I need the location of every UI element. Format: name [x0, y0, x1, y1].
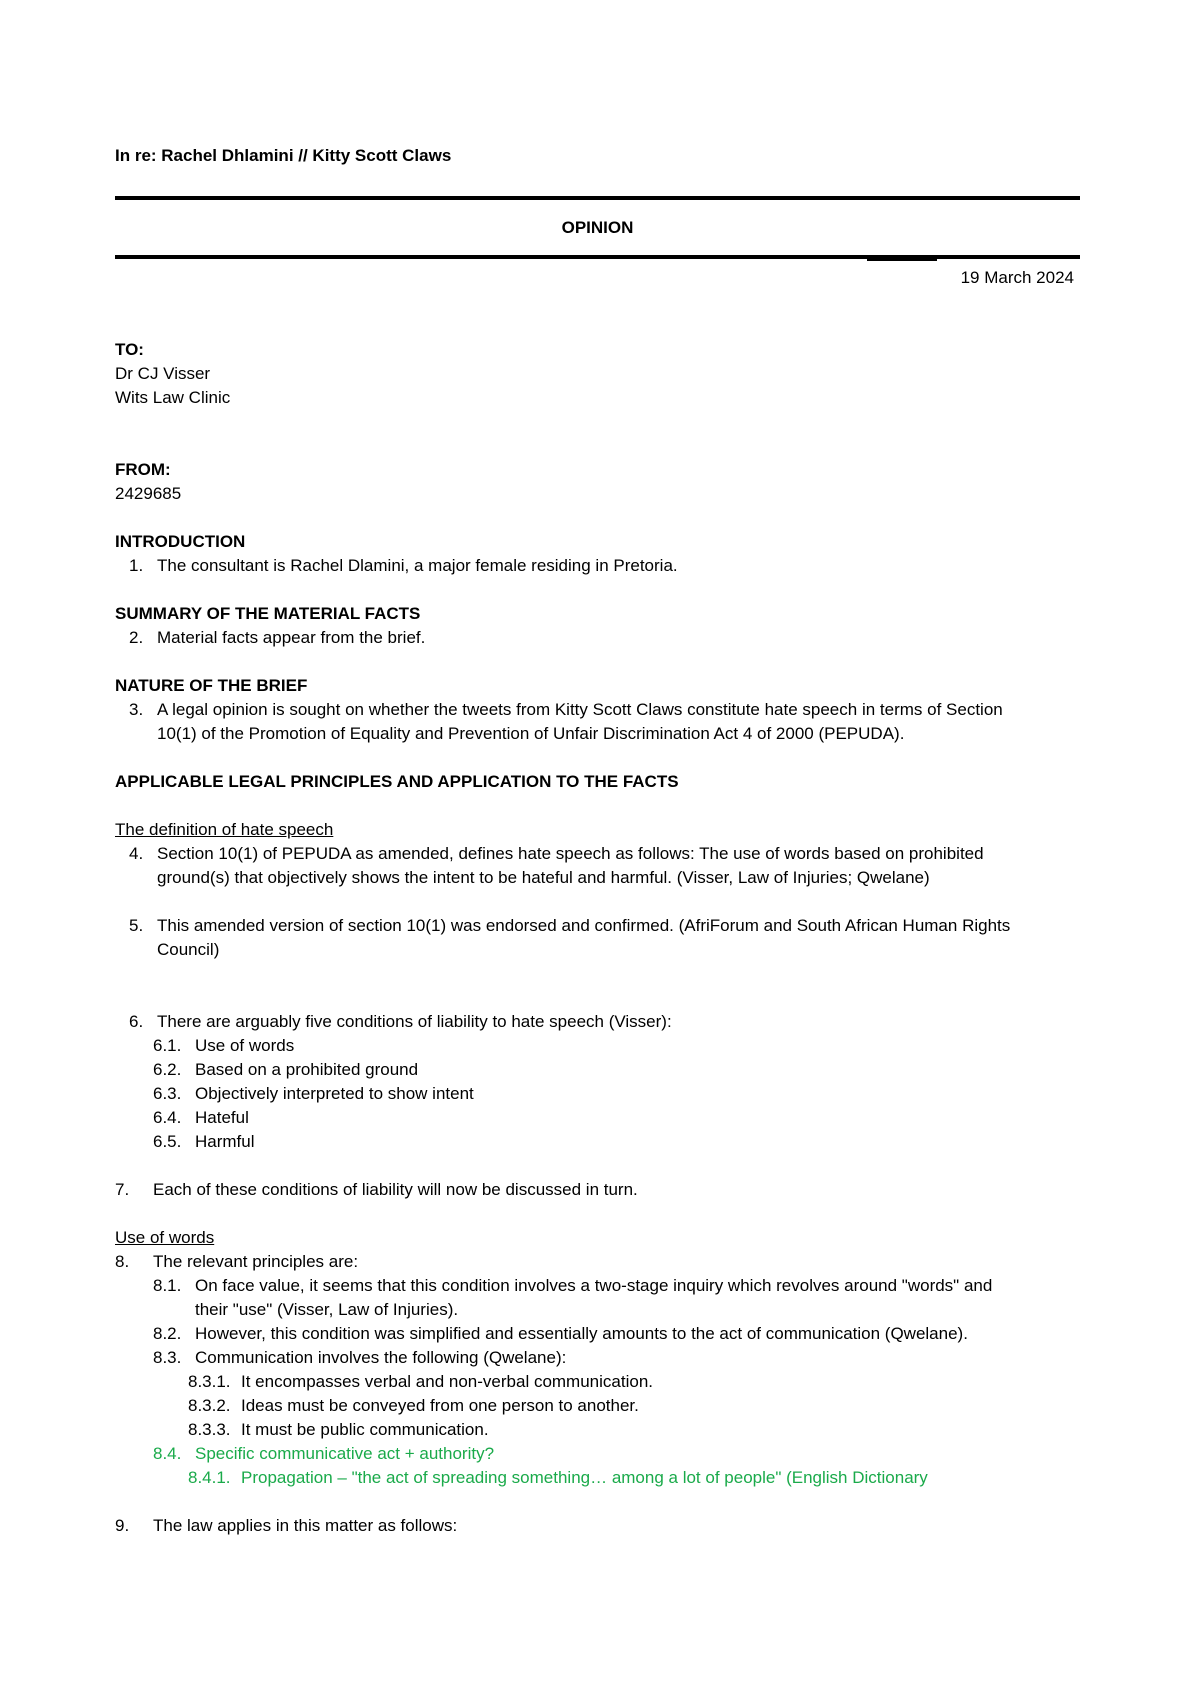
section-brief-heading: NATURE OF THE BRIEF — [115, 676, 308, 695]
section-introduction-heading: INTRODUCTION — [115, 532, 246, 551]
para-6-3-number: 6.3. — [153, 1084, 182, 1103]
para-8-3-1-text: It encompasses verbal and non-verbal communication. — [241, 1372, 653, 1391]
para-2-number: 2. — [129, 628, 144, 647]
para-5-line-2: Council) — [157, 940, 220, 959]
para-5-line-1: This amended version of section 10(1) was endorsed and confirmed. (AfriForum and South African Human Rights — [157, 916, 1011, 935]
section-facts-heading: SUMMARY OF THE MATERIAL FACTS — [115, 604, 421, 623]
para-7-number: 7. — [115, 1180, 130, 1199]
para-8-3-2-number: 8.3.2. — [188, 1396, 231, 1415]
para-8-1-line-2: their "use" (Visser, Law of Injuries). — [195, 1300, 459, 1319]
para-8-number: 8. — [115, 1252, 130, 1271]
para-8-3-3-number: 8.3.3. — [188, 1420, 231, 1439]
in-re-heading: In re: Rachel Dhlamini // Kitty Scott Claws — [115, 146, 452, 165]
top-rule — [115, 196, 1080, 200]
para-8-3-number: 8.3. — [153, 1348, 182, 1367]
subheading-definition: The definition of hate speech — [115, 820, 334, 839]
para-3-line-1: A legal opinion is sought on whether the tweets from Kitty Scott Claws constitute hate speech in terms of Section — [157, 700, 1003, 719]
bottom-rule-accent — [867, 259, 937, 261]
para-8-3-2-text: Ideas must be conveyed from one person to another. — [241, 1396, 639, 1415]
para-2-text: Material facts appear from the brief. — [157, 628, 426, 647]
para-8-text: The relevant principles are: — [153, 1252, 359, 1271]
para-9-number: 9. — [115, 1516, 130, 1535]
para-6-4-text: Hateful — [195, 1108, 249, 1127]
subheading-use-of-words: Use of words — [115, 1228, 215, 1247]
to-organisation: Wits Law Clinic — [115, 388, 231, 407]
para-8-2-number: 8.2. — [153, 1324, 182, 1343]
para-8-2-text: However, this condition was simplified and essentially amounts to the act of communication (Qwelane). — [195, 1324, 968, 1343]
para-3-number: 3. — [129, 700, 144, 719]
para-9-text: The law applies in this matter as follows: — [153, 1516, 458, 1535]
para-8-4-number: 8.4. — [153, 1444, 182, 1463]
para-6-5-text: Harmful — [195, 1132, 255, 1151]
document-date: 19 March 2024 — [960, 268, 1074, 287]
para-8-3-1-number: 8.3.1. — [188, 1372, 231, 1391]
para-7-text: Each of these conditions of liability will now be discussed in turn. — [153, 1180, 638, 1199]
para-6-number: 6. — [129, 1012, 144, 1031]
para-6-3-text: Objectively interpreted to show intent — [195, 1084, 474, 1103]
para-6-2-number: 6.2. — [153, 1060, 182, 1079]
para-6-5-number: 6.5. — [153, 1132, 182, 1151]
para-6-1-text: Use of words — [195, 1036, 295, 1055]
document-title: OPINION — [561, 218, 634, 237]
para-8-3-3-text: It must be public communication. — [241, 1420, 489, 1439]
para-3-line-2: 10(1) of the Promotion of Equality and Prevention of Unfair Discrimination Act 4 of 2000 (PEPUDA). — [157, 724, 905, 743]
para-8-4-1-number: 8.4.1. — [188, 1468, 231, 1487]
para-6-4-number: 6.4. — [153, 1108, 182, 1127]
para-4-line-2: ground(s) that objectively shows the intent to be hateful and harmful. (Visser, Law of Injuries; Qwelane) — [157, 868, 930, 887]
para-1-text: The consultant is Rachel Dlamini, a major female residing in Pretoria. — [157, 556, 678, 575]
para-8-1-line-1: On face value, it seems that this condition involves a two-stage inquiry which revolves around "words" and — [195, 1276, 993, 1295]
to-label: TO: — [115, 340, 144, 359]
para-6-text: There are arguably five conditions of liability to hate speech (Visser): — [157, 1012, 672, 1031]
para-8-1-number: 8.1. — [153, 1276, 182, 1295]
para-6-1-number: 6.1. — [153, 1036, 182, 1055]
para-5-number: 5. — [129, 916, 144, 935]
para-6-2-text: Based on a prohibited ground — [195, 1060, 419, 1079]
section-principles-heading: APPLICABLE LEGAL PRINCIPLES AND APPLICATION TO THE FACTS — [115, 772, 679, 791]
para-4-number: 4. — [129, 844, 144, 863]
para-8-3-text: Communication involves the following (Qwelane): — [195, 1348, 567, 1367]
para-8-4-1-text: Propagation – "the act of spreading something… among a lot of people" (English Dictionary — [241, 1468, 928, 1487]
to-name: Dr CJ Visser — [115, 364, 211, 383]
para-4-line-1: Section 10(1) of PEPUDA as amended, defines hate speech as follows: The use of words based on prohibited — [157, 844, 984, 863]
para-8-4-text: Specific communicative act + authority? — [195, 1444, 495, 1463]
from-id: 2429685 — [115, 484, 182, 503]
para-1-number: 1. — [129, 556, 144, 575]
from-label: FROM: — [115, 460, 171, 479]
